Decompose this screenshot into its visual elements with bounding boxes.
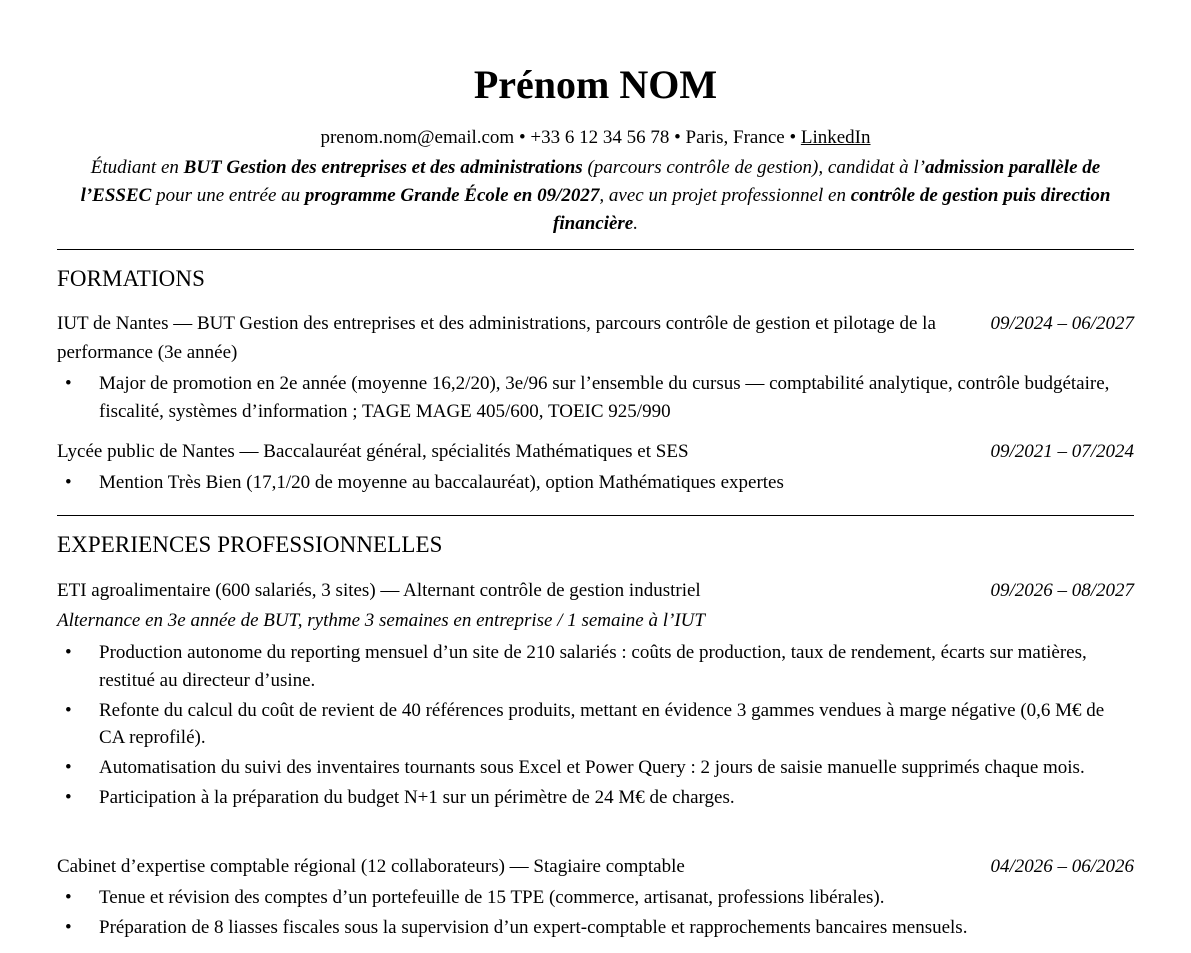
- list-item: [57, 697, 1134, 752]
- section-divider: [57, 515, 1134, 516]
- summary-highlight: BUT Gestion des entreprises et des administrations: [183, 157, 583, 178]
- summary-highlight: admission parallèle de l’ESSEC: [80, 157, 1101, 206]
- bullet-icon: •: [65, 373, 72, 394]
- bullet-text: Refonte du calcul du coût de revient de 40 références produits, mettant en évidence 3 gammes vendues à marge négative (0,6 M€ de CA reprofilé).: [99, 699, 1105, 748]
- entry-dates: 09/2021 – 07/2024: [990, 441, 1134, 462]
- bullet-text: Mention Très Bien (17,1/20 de moyenne au baccalauréat), option Mathématiques expertes: [99, 472, 784, 493]
- section-divider: [57, 249, 1134, 250]
- list-item: [57, 370, 1134, 425]
- section-title-formations: FORMATIONS: [57, 266, 205, 291]
- experience-entry-eti: [57, 576, 1134, 605]
- education-entry-lycee: [57, 437, 1134, 466]
- phone-number: +33 6 12 34 56 78: [530, 127, 670, 148]
- bullet-text: Préparation de 8 liasses fiscales sous la supervision d’un expert-comptable et rapprochements bancaires mensuels.: [99, 917, 968, 938]
- bullet-text: Production autonome du reporting mensuel d’un site de 210 salariés : coûts de production, taux de rendement, écarts sur matières, restitué au directeur d’usine.: [99, 642, 1087, 691]
- separator: •: [669, 127, 686, 148]
- entry-dates: 04/2026 – 06/2026: [990, 856, 1134, 877]
- section-title-experiences: EXPERIENCES PROFESSIONNELLES: [57, 532, 443, 557]
- email-link[interactable]: prenom.nom@email.com: [320, 127, 515, 148]
- bullet-icon: •: [65, 757, 72, 778]
- profile-summary: [57, 154, 1134, 238]
- bullet-icon: •: [65, 699, 72, 721]
- bullet-text: Participation à la préparation du budget N+1 sur un périmètre de 24 M€ de charges.: [99, 787, 735, 808]
- bullet-icon: •: [65, 887, 72, 908]
- entry-title: Cabinet d’expertise comptable régional (12 collaborateurs) — Stagiaire comptable: [57, 856, 685, 877]
- summary-text: (parcours contrôle de gestion), candidat à l’: [582, 157, 925, 178]
- list-item: [57, 784, 1134, 812]
- bullet-text: Major de promotion en 2e année (moyenne 16,2/20), 3e/96 sur l’ensemble du cursus — comptabilité analytique, contrôle budgétaire, fiscalité, systèmes d’information ; TAGE MAGE 405/600, TOEIC 925/990: [99, 373, 1110, 422]
- summary-text: pour une entrée au: [151, 185, 305, 206]
- entry-title: ETI agroalimentaire (600 salariés, 3 sites) — Alternant contrôle de gestion industriel: [57, 580, 701, 601]
- separator: •: [784, 127, 801, 148]
- bullet-text: Automatisation du suivi des inventaires tournants sous Excel et Power Query : 2 jours de saisie manuelle supprimés chaque mois.: [99, 757, 1085, 778]
- contact-line: [57, 126, 1134, 150]
- entry-dates: 09/2024 – 06/2027: [990, 313, 1134, 334]
- list-item: [57, 884, 1134, 912]
- entry-title: IUT de Nantes — BUT Gestion des entreprises et des administrations, parcours contrôle de gestion et pilotage de la performance (3e année): [57, 313, 936, 363]
- bullet-list: [57, 469, 1134, 499]
- bullet-list: [57, 639, 1134, 814]
- location: Paris, France: [685, 127, 785, 148]
- list-item: [57, 469, 1134, 497]
- candidate-name: Prénom NOM: [473, 62, 718, 107]
- experience-entry-cabinet: [57, 852, 1134, 881]
- linkedin-link[interactable]: LinkedIn: [800, 127, 871, 148]
- education-entry-iut: [57, 309, 1134, 367]
- bullet-list: [57, 370, 1134, 428]
- summary-text: Étudiant en: [90, 157, 184, 178]
- bullet-icon: •: [65, 917, 72, 938]
- bullet-icon: •: [65, 472, 72, 493]
- entry-subtitle: Alternance en 3e année de BUT, rythme 3 semaines en entreprise / 1 semaine à l’IUT: [57, 610, 705, 631]
- list-item: [57, 639, 1134, 694]
- summary-highlight: contrôle de gestion puis direction financière: [553, 185, 1111, 234]
- list-item: [57, 914, 1134, 942]
- summary-highlight: programme Grande École en 09/2027: [304, 185, 600, 206]
- summary-text: .: [633, 213, 638, 234]
- bullet-text: Tenue et révision des comptes d’un portefeuille de 15 TPE (commerce, artisanat, professions libérales).: [99, 887, 885, 908]
- bullet-icon: •: [65, 642, 72, 663]
- entry-title: Lycée public de Nantes — Baccalauréat général, spécialités Mathématiques et SES: [57, 441, 689, 462]
- entry-dates: 09/2026 – 08/2027: [990, 580, 1134, 601]
- list-item: [57, 754, 1134, 782]
- summary-text: , avec un projet professionnel en: [599, 185, 851, 206]
- bullet-icon: •: [65, 787, 72, 808]
- bullet-list: [57, 884, 1134, 944]
- separator: •: [514, 127, 531, 148]
